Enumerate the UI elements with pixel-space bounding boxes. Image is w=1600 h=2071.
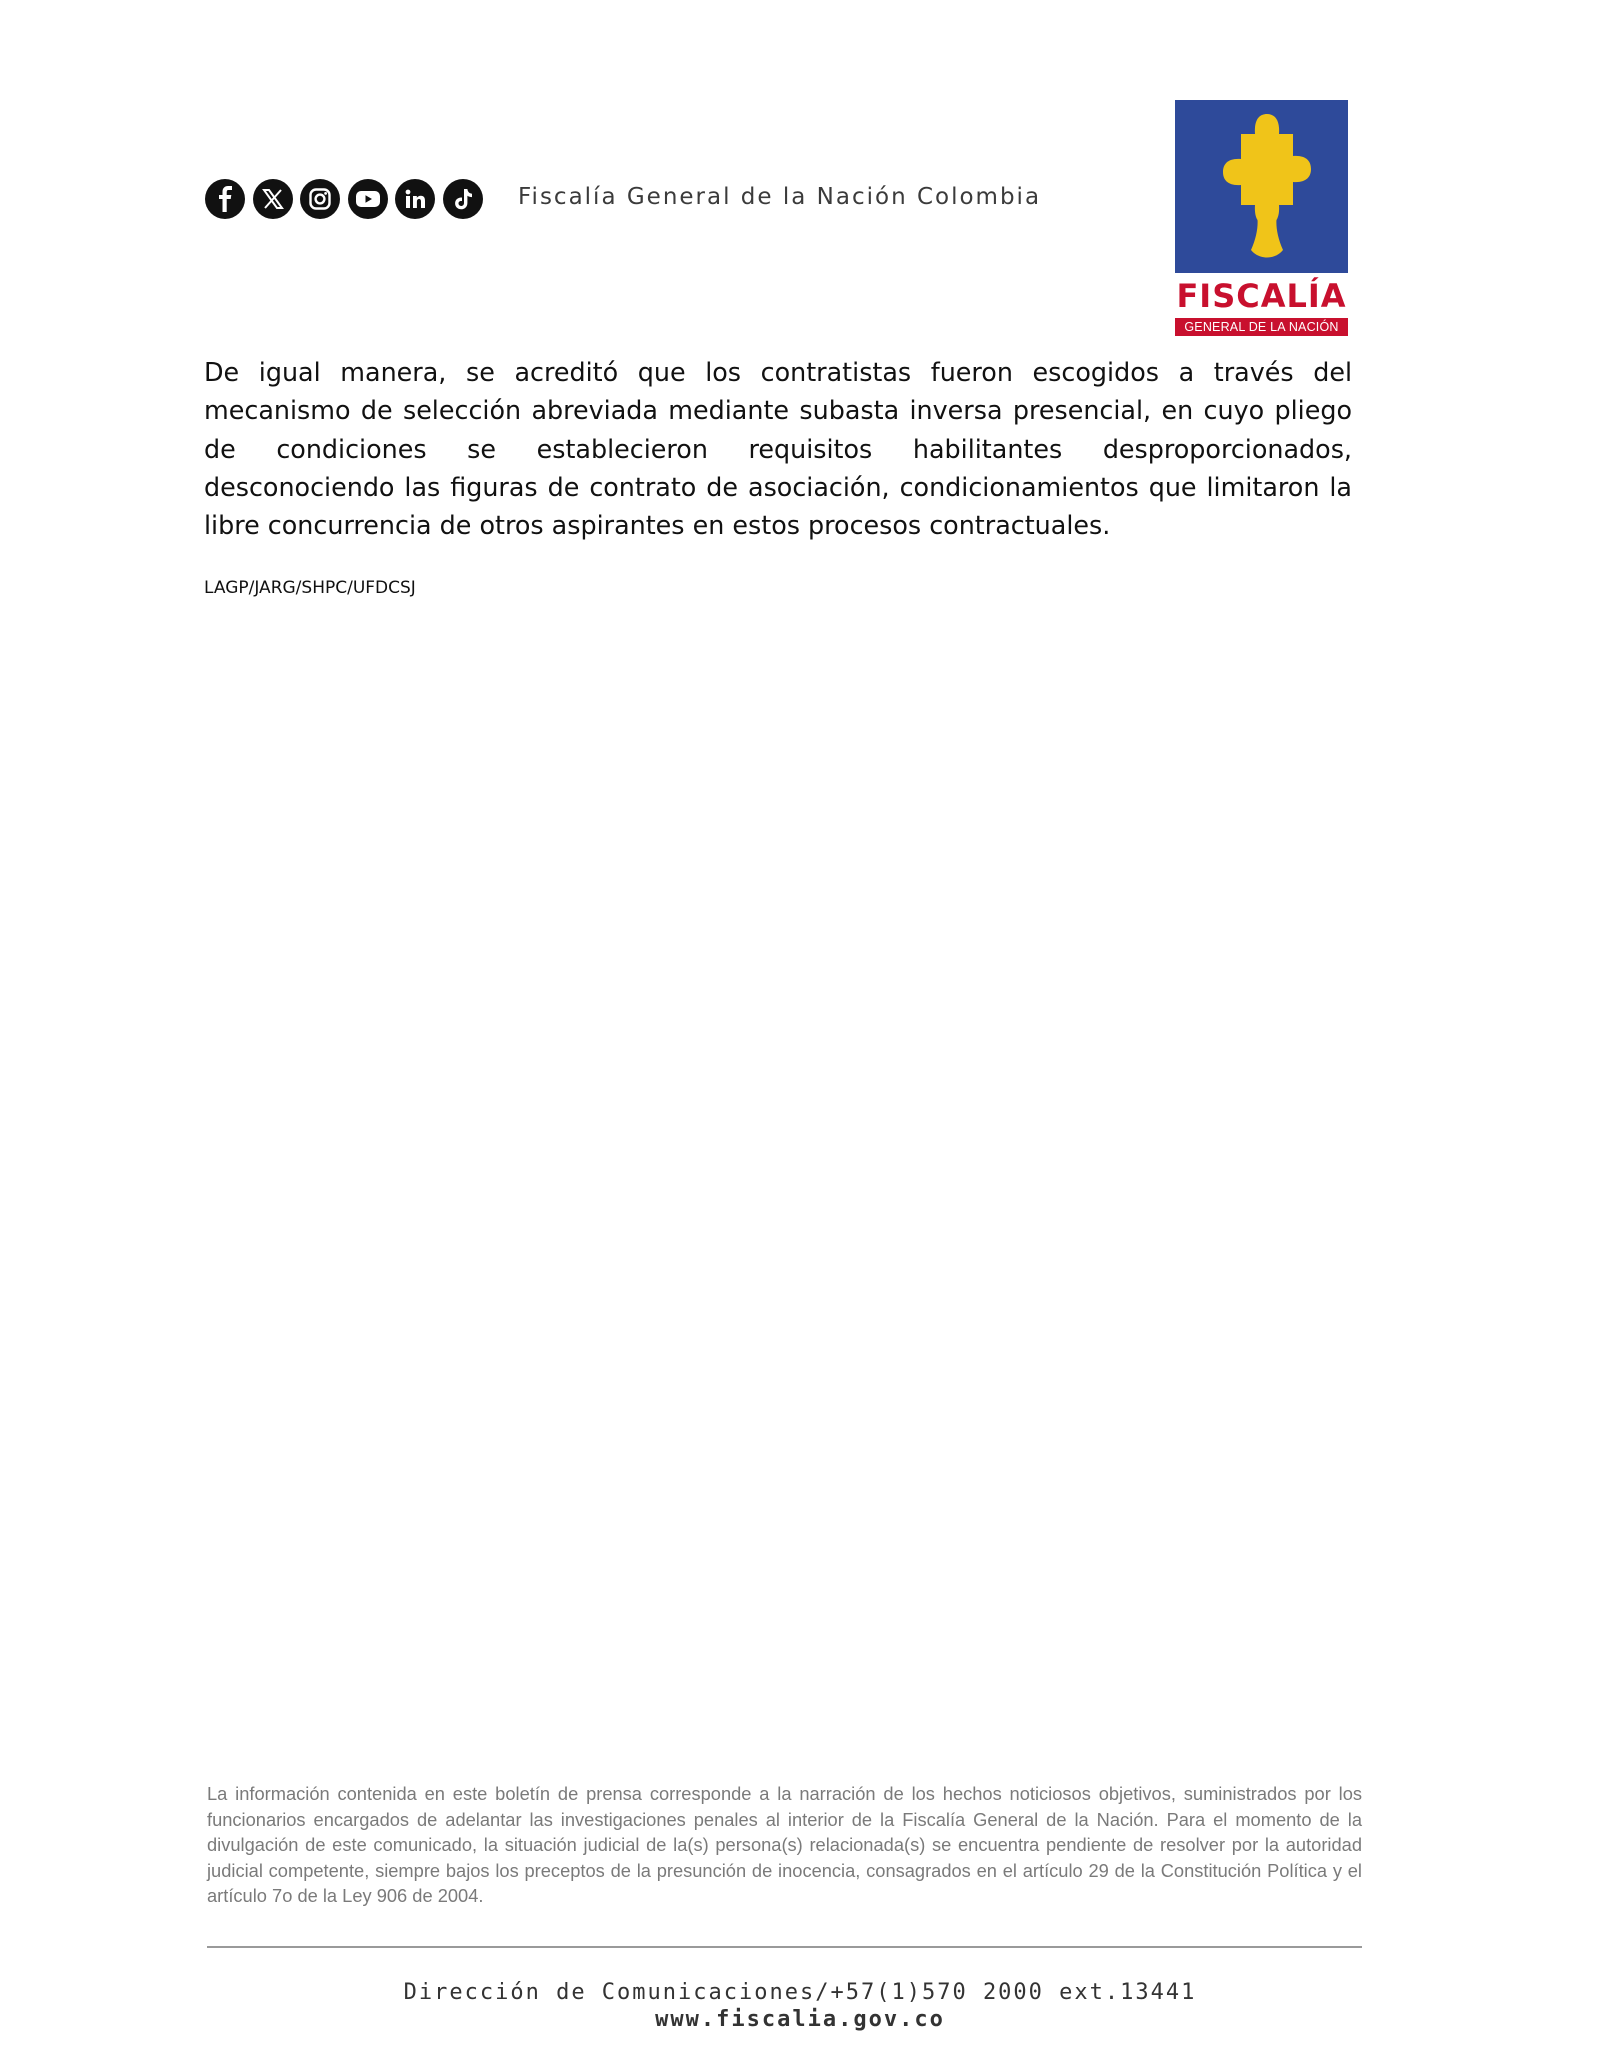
legal-disclaimer: La información contenida en este boletín de prensa corresponde a la narración de los hechos noticiosos objetivos, suministrados por los funcionarios encargados de adelantar las investigaciones penales al interior de la Fiscalía General de la Nación. Para el momento de la divulgación de este comunicado, la situación judicial de la(s) persona(s) relacionada(s) se encuentra pendiente de resolver por la autoridad judicial competente, siempre bajos los preceptos de la presunción de inocencia, consagrados en el artículo 29 de la Constitución Política y el artículo 7o de la Ley 906 de 2004. xyxy=(207,1783,1362,1906)
instagram-icon[interactable] xyxy=(300,179,340,219)
social-links xyxy=(205,178,490,220)
organization-name: Fiscalía General de la Nación Colombia xyxy=(518,184,1042,210)
footer-divider xyxy=(207,1946,1362,1948)
fiscalia-logo xyxy=(1175,100,1348,338)
tiktok-icon[interactable] xyxy=(443,179,483,219)
contact-line: Dirección de Comunicaciones/+57(1)570 2000 ext.13441 xyxy=(403,1980,1197,2005)
logo-subtitle: GENERAL DE LA NACIÓN xyxy=(1175,318,1348,336)
reference-code: LAGP/JARG/SHPC/UFDCSJ xyxy=(204,578,416,598)
linkedin-icon[interactable] xyxy=(395,179,435,219)
facebook-icon[interactable] xyxy=(205,179,245,219)
x-icon[interactable] xyxy=(253,179,293,219)
puzzle-logo-icon xyxy=(1175,100,1348,273)
logo-word: FISCALÍA xyxy=(1176,277,1347,315)
website-link[interactable]: www.fiscalia.gov.co xyxy=(655,2007,945,2032)
body-paragraph: De igual manera, se acreditó que los contratistas fueron escogidos a través del mecanismo de selección abreviada mediante subasta inversa presencial, en cuyo pliego de condiciones se establecieron requisitos habilitantes desproporcionados, desconociendo las figuras de contrato de asociación, condicionamientos que limitaron la libre concurrencia de otros aspirantes en estos procesos contractuales. xyxy=(204,357,1352,541)
youtube-icon[interactable] xyxy=(348,179,388,219)
